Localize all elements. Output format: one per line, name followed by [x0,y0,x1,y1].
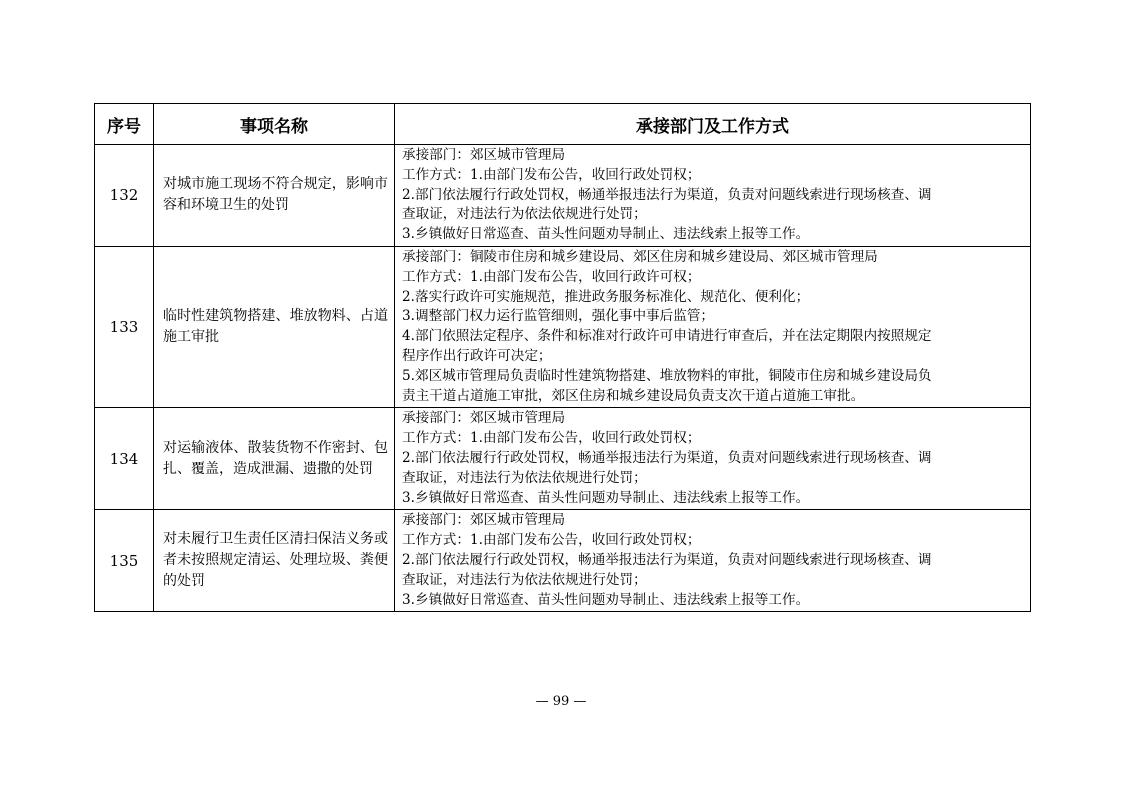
department-method-cell [395,246,1031,407]
serial-number-cell: 135 [95,510,154,612]
method-line: 2.部门依法履行行政处罚权，畅通举报违法行为渠道，负责对问题线索进行现场核查、调 [402,186,932,203]
matter-name-cell: 对未履行卫生责任区清扫保洁义务或者未按照规定清运、处理垃圾、粪便的处罚 [154,510,395,612]
method-line: 工作方式：1.由部门发布公告，收回行政处罚权； [402,430,701,447]
method-line: 程序作出行政许可决定； [402,347,552,364]
table-row [95,145,1031,247]
method-line: 2.落实行政许可实施规范，推进政务服务标准化、规范化、便利化； [402,288,810,305]
method-line: 3.乡镇做好日常巡查、苗头性问题劝导制止、违法线索上报等工作。 [402,591,810,608]
serial-number-cell: 132 [95,145,154,247]
method-line: 2.部门依法履行行政处罚权，畅通举报违法行为渠道，负责对问题线索进行现场核查、调 [402,449,932,466]
matter-name-cell: 临时性建筑物搭建、堆放物料、占道施工审批 [154,246,395,407]
matters-table [94,103,1031,612]
method-line: 3.乡镇做好日常巡查、苗头性问题劝导制止、违法线索上报等工作。 [402,226,810,243]
method-line: 工作方式：1.由部门发布公告，收回行政许可权； [402,268,701,285]
method-line: 查取证，对违法行为依法依规进行处罚； [402,469,647,486]
table-row [95,408,1031,510]
table-header-row [95,104,1031,145]
table-row [95,510,1031,612]
method-line: 5.郊区城市管理局负责临时性建筑物搭建、堆放物料的审批，铜陵市住房和城乡建设局负 [402,367,932,384]
page-number: — 99 — [535,694,587,709]
method-line: 4.部门依照法定程序、条件和标准对行政许可申请进行审查后，并在法定期限内按照规定 [402,328,932,345]
method-line: 3.乡镇做好日常巡查、苗头性问题劝导制止、违法线索上报等工作。 [402,489,810,506]
header-matter-name: 事项名称 [154,104,395,145]
department-method-cell [395,145,1031,247]
serial-number-cell: 133 [95,246,154,407]
method-line: 查取证，对违法行为依法依规进行处罚； [402,206,647,223]
method-line: 3.调整部门权力运行监管细则，强化事中事后监管； [402,308,715,325]
table-row [95,246,1031,407]
method-line: 责主干道占道施工审批，郊区住房和城乡建设局负责支次干道占道施工审批。 [402,387,865,404]
method-line: 查取证，对违法行为依法依规进行处罚； [402,571,647,588]
method-line: 工作方式：1.由部门发布公告，收回行政处罚权； [402,532,701,549]
method-line: 承接部门：郊区城市管理局 [402,147,566,163]
method-line: 承接部门：郊区城市管理局 [402,512,566,529]
method-line: 2.部门依法履行行政处罚权，畅通举报违法行为渠道，负责对问题线索进行现场核查、调 [402,551,932,568]
matter-name-cell: 对城市施工现场不符合规定，影响市容和环境卫生的处罚 [154,145,395,247]
matter-name-cell: 对运输液体、散装货物不作密封、包扎、覆盖，造成泄漏、遗撒的处罚 [154,408,395,510]
header-department-and-method: 承接部门及工作方式 [395,104,1031,145]
method-line: 承接部门：铜陵市住房和城乡建设局、郊区住房和城乡建设局、郊区城市管理局 [402,248,878,265]
department-method-cell [395,510,1031,612]
method-line: 工作方式：1.由部门发布公告，收回行政处罚权； [402,166,701,183]
serial-number-cell: 134 [95,408,154,510]
method-line: 承接部门：郊区城市管理局 [402,410,566,427]
header-serial-number: 序号 [95,104,154,145]
department-method-cell [395,408,1031,510]
